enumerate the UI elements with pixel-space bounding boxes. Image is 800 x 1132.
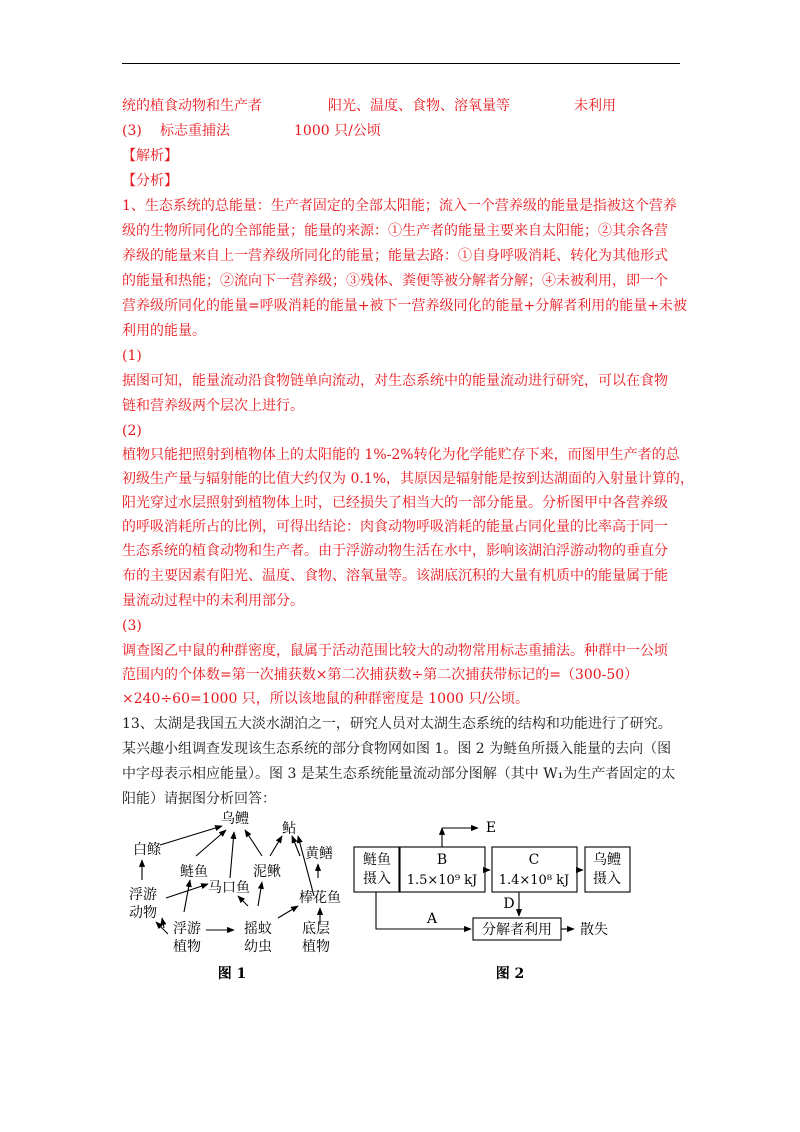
question-line: 阳能）请据图分析回答： [122, 791, 276, 807]
part2-line: 的呼吸消耗所占的比例，可得出结论：肉食动物呼吸消耗的能量占同化量的比率高于同一 [122, 519, 668, 535]
output-label-1: 乌鳢 [593, 852, 621, 868]
part2-line: 植物只能把照射到植物体上的太阳能的 1%-2%转化为化学能贮存下来，而图甲生产者的总 [122, 447, 680, 463]
node-yaowen-2: 幼虫 [244, 939, 272, 955]
decomposer-label: 分解者利用 [482, 922, 552, 938]
node-banghuayu: 棒花鱼 [299, 890, 341, 906]
node-lianyu: 鲢鱼 [180, 864, 208, 880]
part1-line: 据图可知，能量流动沿食物链单向流动，对生态系统中的能量流动进行研究，可以在食物 [122, 373, 668, 389]
node-baitiao: 白鲦 [133, 842, 161, 858]
part3-line: 调查图乙中鼠的种群密度，鼠属于活动范围比较大的动物常用标志重捕法。种群中一公顷 [122, 643, 668, 659]
answer-text: 阳光、温度、食物、溶氧量等 [328, 98, 510, 114]
node-diceng-1: 底层 [302, 921, 330, 937]
fig1-caption: 图 1 [217, 966, 247, 982]
answer-text: 未利用 [574, 98, 616, 114]
analysis-line: 营养级所同化的能量=呼吸消耗的能量+被下一营养级同化的能量+分解者利用的能量+未被 [122, 298, 687, 314]
node-fuyouzhiwu-1: 浮游 [173, 921, 201, 937]
node-wuli: 乌鳢 [221, 811, 249, 827]
part3-line: 范围内的个体数=第一次捕获数×第二次捕获数÷第二次捕获带标记的=（300-50） [122, 667, 639, 683]
part2-label: (2) [122, 423, 142, 439]
box-b-value: 1.5×10⁹ kJ [406, 873, 478, 888]
section-header-fenxi: 【分析】 [122, 173, 178, 189]
label-a: A [426, 911, 438, 927]
answer-number: (3) [122, 123, 142, 139]
part3-label: (3) [122, 618, 142, 634]
loss-label: 散失 [580, 922, 608, 938]
analysis-line: 利用的能量。 [122, 323, 206, 339]
question-line: 某兴趣小组调查发现该生态系统的部分食物网如图 1。图 2 为鲢鱼所摄入能量的去向（图 [122, 741, 672, 757]
fig2-caption: 图 2 [495, 966, 525, 982]
analysis-line: 的能量和热能；②流向下一营养级；③残体、粪便等被分解者分解；④未被利用，即一个 [122, 273, 668, 289]
input-label-2: 摄入 [363, 871, 391, 887]
node-yaowen-1: 摇蚊 [244, 921, 272, 937]
box-c-label: C [528, 852, 540, 868]
analysis-line: 养级的能量来自上一营养级所同化的能量；能量去路：①自身呼吸消耗、转化为其他形式 [122, 248, 668, 264]
question-line: 13、太湖是我国五大淡水湖泊之一，研究人员对太湖生态系统的结构和功能进行了研究。 [122, 716, 672, 732]
part1-label: (1) [122, 348, 142, 364]
box-b-label: B [436, 852, 448, 868]
part2-line: 生态系统的植食动物和生产者。由于浮游动物生活在水中，影响该湖泊浮游动物的垂直分 [122, 543, 668, 559]
input-label-1: 鲢鱼 [363, 852, 391, 868]
node-huangshan: 黄鳝 [305, 846, 333, 862]
answer-text: 1000 只/公顷 [294, 123, 381, 139]
part2-line: 布的主要因素有阳光、温度、食物、溶氧量等。该湖底沉积的大量有机质中的能量属于能 [122, 568, 668, 584]
part2-line: 初级生产量与辐射能的比值大约仅为 0.1%，其原因是辐射能是按到达湖面的入射量计算的， [122, 471, 695, 487]
part2-line: 阳光穿过水层照射到植物体上时，已经损失了相当大的一部分能量。分析图甲中各营养级 [122, 495, 668, 511]
label-e: E [485, 820, 497, 836]
analysis-line: 级的生物所同化的全部能量；能量的来源：①生产者的能量主要来自太阳能；②其余各营 [122, 223, 668, 239]
node-fuyoudongwu-2: 动物 [129, 905, 157, 921]
section-header-jiexi: 【解析】 [122, 148, 178, 164]
question-line: 中字母表示相应能量）。图 3 是某生态系统能量流动部分图解（其中 W₁为生产者固定的太 [122, 766, 676, 782]
part1-line: 链和营养级两个层次上进行。 [122, 398, 304, 414]
part3-line: ×240÷60=1000 只，所以该地鼠的种群密度是 1000 只/公顷。 [122, 691, 530, 707]
answer-text: 统的植食动物和生产者 [122, 98, 262, 114]
node-fuyouzhiwu-2: 植物 [173, 939, 201, 955]
node-makouyu: 马口鱼 [208, 880, 250, 896]
node-niqiu: 泥鳅 [253, 864, 281, 880]
label-d: D [503, 896, 515, 912]
answer-text: 标志重捕法 [160, 123, 230, 139]
node-diceng-2: 植物 [302, 939, 330, 955]
part2-line: 量流动过程中的未利用部分。 [122, 593, 304, 609]
analysis-line: 1、生态系统的总能量：生产者固定的全部太阳能；流入一个营养级的能量是指被这个营养 [122, 198, 677, 214]
node-fuyoudongwu-1: 浮游 [129, 887, 157, 903]
box-c-value: 1.4×10⁸ kJ [498, 873, 570, 888]
node-zhan: 鲇 [282, 821, 296, 837]
output-label-2: 摄入 [593, 871, 621, 887]
